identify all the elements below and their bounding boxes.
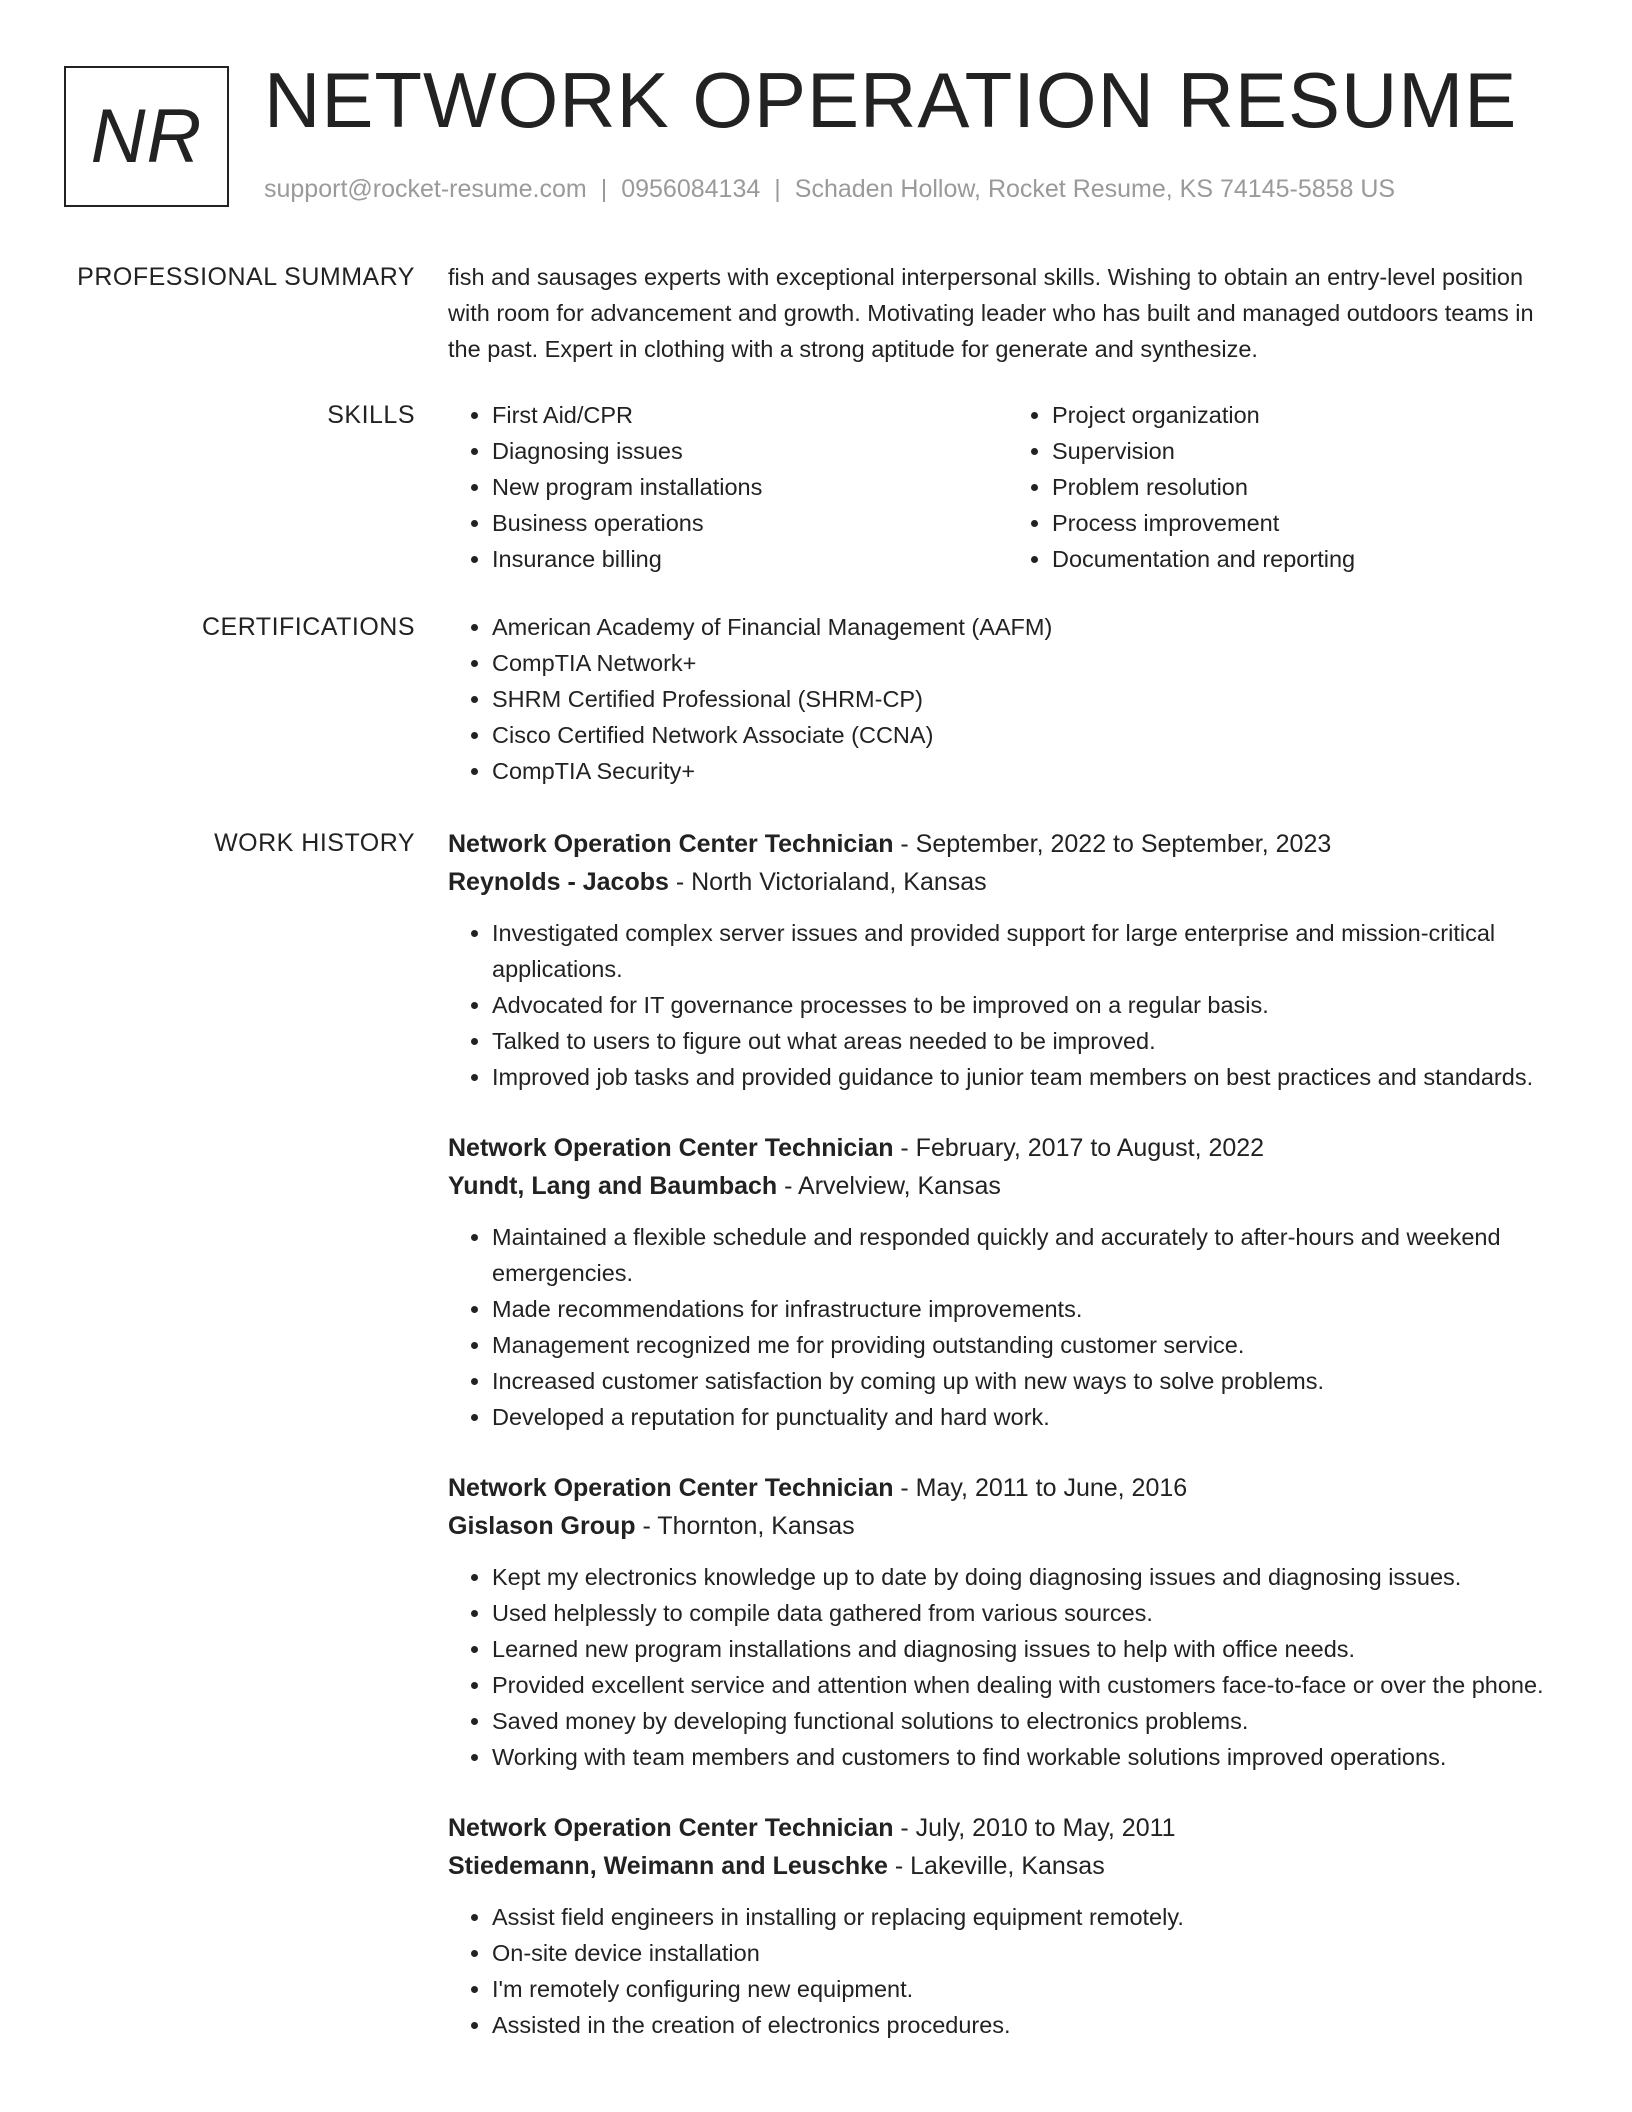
skill-item: • Business operations: [492, 505, 1008, 541]
job-bullet: • I'm remotely configuring new equipment.: [492, 1971, 1568, 2007]
skill-item: • New program installations: [492, 469, 1008, 505]
job-bullet: • Advocated for IT governance processes to be improved on a regular basis.: [492, 987, 1568, 1023]
resume-title: NETWORK OPERATION RESUME: [264, 56, 1518, 144]
job-title: Network Operation Center Technician: [448, 1814, 894, 1842]
job-bullet: • Improved job tasks and provided guidance to junior team members on best practices and standards.: [492, 1059, 1568, 1095]
certification-item: • CompTIA Security+: [492, 753, 1568, 789]
job-title-line: [448, 1469, 1568, 1507]
skills-list-right: [1008, 397, 1568, 577]
certification-item: • CompTIA Network+: [492, 645, 1568, 681]
contact-address: Schaden Hollow, Rocket Resume, KS 74145-5858 US: [794, 175, 1396, 203]
skill-item: • First Aid/CPR: [492, 397, 1008, 433]
job-location: - Lakeville, Kansas: [887, 1852, 1105, 1880]
contact-email: support@rocket-resume.com: [264, 175, 587, 203]
job-company: Gislason Group: [448, 1512, 636, 1540]
skills-label: SKILLS: [327, 401, 415, 429]
job-bullet: • Maintained a flexible schedule and responded quickly and accurately to after-hours and weekend emergencies.: [492, 1219, 1568, 1291]
job-title: Network Operation Center Technician: [448, 830, 894, 858]
contact-separator: |: [600, 175, 608, 203]
job-bullets: [448, 1559, 1568, 1775]
job-company: Stiedemann, Weimann and Leuschke: [448, 1852, 888, 1880]
job-location: - Arvelview, Kansas: [777, 1172, 1001, 1200]
contact-line: [264, 175, 1395, 204]
job-title: Network Operation Center Technician: [448, 1134, 894, 1162]
contact-separator: |: [774, 175, 781, 203]
summary-label: PROFESSIONAL SUMMARY: [77, 263, 415, 291]
skills-list-left: [448, 397, 1008, 577]
job-company-line: [448, 1847, 1568, 1885]
job-dates: - May, 2011 to June, 2016: [893, 1474, 1188, 1502]
job-company-line: [448, 1507, 1568, 1545]
job-company: Reynolds - Jacobs: [448, 868, 669, 896]
job-title-line: [448, 1129, 1568, 1167]
job-bullet: • Developed a reputation for punctuality and hard work.: [492, 1399, 1568, 1435]
job-entry: [448, 825, 1568, 1095]
job-dates: - July, 2010 to May, 2011: [893, 1814, 1176, 1842]
job-location: - North Victorialand, Kansas: [668, 868, 987, 896]
skill-item: • Process improvement: [1052, 505, 1568, 541]
job-bullets: [448, 915, 1568, 1095]
job-bullets: [448, 1899, 1568, 2043]
job-bullet: • Learned new program installations and diagnosing issues to help with office needs.: [492, 1631, 1568, 1667]
job-title-line: [448, 1809, 1568, 1847]
skill-item: • Project organization: [1052, 397, 1568, 433]
job-bullet: • Provided excellent service and attention when dealing with customers face-to-face or over the phone.: [492, 1667, 1568, 1703]
certification-item: • American Academy of Financial Management (AAFM): [492, 609, 1568, 645]
job-entry: [448, 1469, 1568, 1775]
job-bullet: • Used helplessly to compile data gathered from various sources.: [492, 1595, 1568, 1631]
monogram-badge: NR: [64, 66, 229, 207]
skill-item: • Insurance billing: [492, 541, 1008, 577]
job-title: Network Operation Center Technician: [448, 1474, 894, 1502]
job-bullet: • Working with team members and customers to find workable solutions improved operations.: [492, 1739, 1568, 1775]
certification-item: • Cisco Certified Network Associate (CCNA): [492, 717, 1568, 753]
job-company-line: [448, 863, 1568, 901]
certifications-label: CERTIFICATIONS: [201, 613, 415, 641]
job-bullet: • Kept my electronics knowledge up to date by doing diagnosing issues and diagnosing issues.: [492, 1559, 1568, 1595]
skill-item: • Documentation and reporting: [1052, 541, 1568, 577]
job-bullet: • Assisted in the creation of electronics procedures.: [492, 2007, 1568, 2043]
job-bullet: • Increased customer satisfaction by coming up with new ways to solve problems.: [492, 1363, 1568, 1399]
certification-item: • SHRM Certified Professional (SHRM-CP): [492, 681, 1568, 717]
job-bullets: [448, 1219, 1568, 1435]
skill-item: • Diagnosing issues: [492, 433, 1008, 469]
contact-phone: 0956084134: [621, 175, 761, 203]
job-bullet: • Management recognized me for providing outstanding customer service.: [492, 1327, 1568, 1363]
work-history-body: [448, 825, 1568, 2077]
job-entry: [448, 1809, 1568, 2043]
job-title-line: [448, 825, 1568, 863]
job-entry: [448, 1129, 1568, 1435]
job-dates: - February, 2017 to August, 2022: [893, 1134, 1265, 1162]
job-bullet: • Assist field engineers in installing or replacing equipment remotely.: [492, 1899, 1568, 1935]
job-location: - Thornton, Kansas: [635, 1512, 855, 1540]
job-company: Yundt, Lang and Baumbach: [448, 1172, 778, 1200]
summary-text: fish and sausages experts with exceptional interpersonal skills. Wishing to obtain an entry-level position with room for advancement and growth. Motivating leader who has built and managed outdoors teams in the past. Expert in clothing with a strong aptitude for generate and synthesize.: [448, 264, 1534, 362]
job-bullet: • Investigated complex server issues and provided support for large enterprise and mission-critical applications.: [492, 915, 1568, 987]
job-company-line: [448, 1167, 1568, 1205]
skills-body: [448, 397, 1568, 577]
job-dates: - September, 2022 to September, 2023: [893, 830, 1332, 858]
job-bullet: • Talked to users to figure out what areas needed to be improved.: [492, 1023, 1568, 1059]
job-bullet: • Made recommendations for infrastructure improvements.: [492, 1291, 1568, 1327]
job-bullet: • Saved money by developing functional solutions to electronics problems.: [492, 1703, 1568, 1739]
skill-item: • Problem resolution: [1052, 469, 1568, 505]
certifications-body: [448, 609, 1568, 789]
work-history-label: WORK HISTORY: [214, 829, 415, 857]
skill-item: • Supervision: [1052, 433, 1568, 469]
certifications-list: [448, 609, 1568, 789]
job-bullet: • On-site device installation: [492, 1935, 1568, 1971]
